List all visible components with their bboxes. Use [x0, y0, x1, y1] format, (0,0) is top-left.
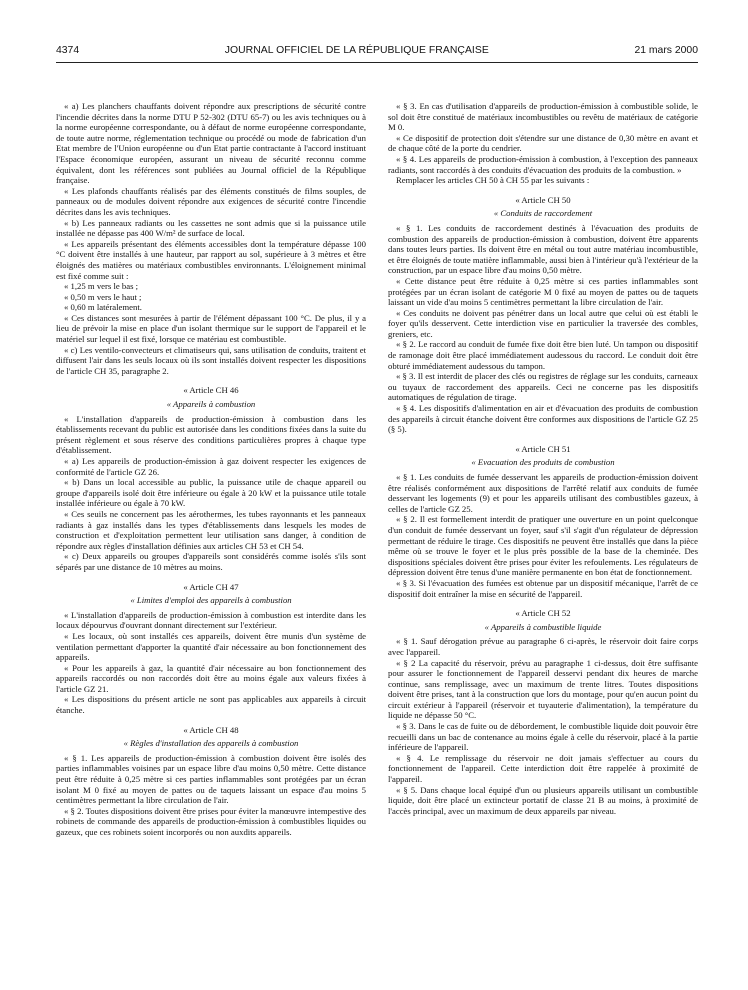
paragraph: « 1,25 m vers le bas ;	[64, 281, 139, 292]
article-subheading: « Appareils à combustible liquide	[484, 621, 602, 632]
paragraph: « Cette distance peut être réduite à 0,25 mètre si ces parties inflammables sont protégées par un écran isolant de catégorie M 0 fixé au moyen de pattes ou de taquets laissant un vide d'au moins 5 centimètres permettant la libre circulation de l'air.	[388, 275, 698, 308]
paragraph: « a) Les appareils de production-émission à gaz doivent respecter les exigences de conformité de l'article GZ 26.	[56, 456, 366, 477]
article-heading: « Article CH 51	[515, 443, 571, 454]
paragraph: « 0,60 m latéralement.	[64, 302, 142, 313]
paragraph: « § 3. Il est interdit de placer des clés ou registres de réglage sur les conduits, carneaux ou tuyaux de raccordement des appareils. Ceci ne concerne pas les dispositifs automatiques de régulation de tirage.	[388, 371, 698, 403]
paragraph: « § 4. Les dispositifs d'alimentation en air et d'évacuation des produits de combustion des appareils à circuit étanche doivent être conformes aux dispositions de l'article GZ 25 (§ 5).	[388, 403, 698, 435]
article-subheading: « Evacuation des produits de combustion	[471, 457, 615, 468]
paragraph: « Ces seuils ne concernent pas les aérothermes, les tubes rayonnants et les panneaux radiants à gaz installés dans les types d'établissements dans lesquels les modes de construction et d'exploitation permettent leur utilisation sans danger, à condition de répondre aux règles d'installation définies aux articles CH 53 et CH 54.	[56, 508, 366, 551]
paragraph: « b) Dans un local accessible au public, la puissance utile de chaque appareil ou groupe d'appareils isolé doit être inférieure ou égale à 20 kW et la puissance utile totale installée inférieure ou égale à 70 kW.	[56, 477, 366, 509]
paragraph: « § 1. Les conduits de raccordement destinés à l'évacuation des produits de combustion des appareils de production-émission à combustion, doivent être apparents dans toutes leurs parties. Ils doivent être en métal ou tout autre matériau incombustible, et être éloignés de toute matière inflammable, aussi bien à l'intérieur qu'à l'extérieur de la construction, par un espace libre d'au moins 0,50 mètre.	[388, 222, 698, 276]
paragraph: « § 2. Le raccord au conduit de fumée fixe doit être bien luté. Un tampon ou dispositif de ramonage doit être placé immédiatement audessous du raccord. Le conduit doit être obturé immédiatement audessous du tampon.	[388, 339, 698, 371]
article-heading: « Article CH 46	[183, 385, 239, 396]
paragraph: Remplacer les articles CH 50 à CH 55 par les suivants :	[396, 175, 590, 186]
paragraph: « Ce dispositif de protection doit s'étendre sur une distance de 0,30 mètre en avant et de chaque côté de la porte du cendrier.	[388, 132, 698, 154]
left-column	[56, 101, 366, 838]
article-heading: « Article CH 47	[183, 581, 239, 592]
paragraph: « Pour les appareils à gaz, la quantité d'air nécessaire au bon fonctionnement des appareils raccordés ou non raccordés doit être au moins égale aux valeurs fixées à l'article GZ 21.	[56, 662, 366, 694]
article-subheading: « Limites d'emploi des appareils à combustion	[130, 595, 292, 606]
article-heading: « Article CH 52	[515, 608, 571, 619]
paragraph: « L'installation d'appareils de production-émission à combustion dans les établissements recevant du public est autorisée dans les conditions fixées dans la suite du présent règlement et sous réserve des conditions particulières propres à chaque type d'établissement.	[56, 413, 366, 456]
article-subheading: « Conduits de raccordement	[493, 208, 593, 219]
page-header	[56, 45, 698, 63]
paragraph: « § 2. Toutes dispositions doivent être prises pour éviter la manœuvre intempestive des robinets de commande des appareils de production-émission à combustibles liquides ou gazeux, que ces robinets soient incorporés ou non auxdits appareils.	[56, 805, 366, 837]
paragraph: « Les plafonds chauffants réalisés par des éléments constitués de films souples, de panneaux ou de modules doivent répondre aux exigences de sécurité contre l'incendie décrites dans les avis techniques.	[56, 185, 366, 217]
paragraph: « Les dispositions du présent article ne sont pas applicables aux appareils à circuit étanche.	[56, 694, 366, 716]
paragraph: « Ces distances sont mesurées à partir de l'élément dépassant 100 °C. De plus, il y a lieu de prévoir la mise en place d'un isolant thermique sur le support de l'appareil et le matériel sur lequel il est fixé, lorsque ce matériau est combustible.	[56, 312, 366, 345]
article-subheading: « Appareils à combustion	[166, 399, 256, 410]
paragraph: « § 1. Les conduits de fumée desservant les appareils de production-émission doivent être réalisés conformément aux dispositions de l'arrêté relatif aux conduits de fumée desservant les logements (9) et pour les appareils utilisant des combustibles gazeux, à celles de l'article GZ 25.	[388, 472, 698, 514]
publication-date: 21 mars 2000	[634, 45, 698, 56]
paragraph: « § 3. Si l'évacuation des fumées est obtenue par un dispositif mécanique, l'arrêt de ce dispositif doit entraîner la mise en sécurité de l'appareil.	[388, 577, 698, 599]
right-column	[388, 101, 698, 838]
text-columns	[56, 101, 698, 838]
paragraph: « § 4. Les appareils de production-émission à combustion, à l'exception des panneaux radiants, sont raccordés à des conduits d'évacuation des produits de la combustion. »	[388, 153, 698, 175]
paragraph: « § 4. Le remplissage du réservoir ne doit jamais s'effectuer au cours du fonctionnement de l'appareil. Cette interdiction doit être rappelée à proximité de l'appareil.	[388, 752, 698, 785]
paragraph: « b) Les panneaux radiants ou les cassettes ne sont admis que si la puissance utile installée ne dépasse pas 400 W/m² de surface de local.	[56, 217, 366, 239]
article-heading: « Article CH 50	[515, 194, 571, 205]
paragraph: « L'installation d'appareils de production-émission à combustion est interdite dans les locaux dépourvus d'ouvrant donnant directement sur l'extérieur.	[56, 609, 366, 631]
paragraph: « § 2. Il est formellement interdit de pratiquer une ouverture en un point quelconque d'un conduit de fumée desservant un foyer, sauf s'il s'agit d'un régulateur de dépression permettant de réduire le tirage. Ces dispositifs ne peuvent être installés que dans la pièce même où se trouve le foyer et le plus près possible de la base de la cheminée. Des dispositions spéciales doivent être prises pour éviter les refoulements. Les régulateurs de dépression doivent être tenus d'une manière permanente en bon état de fonctionnement.	[388, 514, 698, 578]
paragraph: « § 5. Dans chaque local équipé d'un ou plusieurs appareils utilisant un combustible liquide, doit être placé un extincteur portatif de classe 21 B au moins, à proximité de l'accès principal, avec un maximum de deux appareils par niveau.	[388, 784, 698, 816]
page-number: 4374	[56, 45, 80, 56]
article-subheading: « Règles d'installation des appareils à combustion	[123, 738, 299, 749]
article-heading: « Article CH 48	[183, 724, 239, 735]
paragraph: « Ces conduits ne doivent pas pénétrer dans un local autre que celui où est établi le foyer qu'ils desservent. Cette interdiction vise en particulier la traversée des combles, greniers, etc.	[388, 307, 698, 339]
paragraph: « Les appareils présentant des éléments accessibles dont la température dépasse 100 °C doivent être installés à une hauteur, par rapport au sol, supérieure à 3 mètres et être éloignés des matières ou matériaux combustibles environnants. L'éloignement minimal est fixé comme suit :	[56, 238, 366, 281]
paragraph: « § 1. Les appareils de production-émission à combustion doivent être isolés des parties inflammables voisines par un espace libre d'au moins 0,50 mètre. Cette distance peut être réduite à 0,25 mètre si ces parties inflammables sont protégées par un écran isolant M 0 fixé au moyen de pattes ou de taquets laissant un espace d'au moins 5 centimètres permettant la libre circulation de l'air.	[56, 752, 366, 806]
journal-title: JOURNAL OFFICIEL DE LA RÉPUBLIQUE FRANÇAISE	[224, 45, 489, 56]
paragraph: « Les locaux, où sont installés ces appareils, doivent être munis d'un système de ventilation permettant d'apporter la quantité d'air nécessaire au bon fonctionnement des appareils.	[56, 630, 366, 663]
paragraph: « § 1. Sauf dérogation prévue au paragraphe 6 ci-après, le réservoir doit faire corps avec l'appareil.	[388, 636, 698, 657]
paragraph: « § 3. En cas d'utilisation d'appareils de production-émission à combustible solide, le sol doit être constitué de matériaux incombustibles ou revêtu de matériaux de catégorie M 0.	[388, 101, 698, 133]
paragraph: « § 2 La capacité du réservoir, prévu au paragraphe 1 ci-dessus, doit être suffisante pour assurer le fonctionnement de l'appareil desservi pendant dix heures de marche continue, sans remplissage, avec un maximum de trente litres. Toutes dispositions doivent être prises, tant à la construction que lors du montage, pour qu'en aucun point du circuit extérieur à l'appareil (réservoir et tuyauterie d'alimentation), la température du liquide ne dépasse 50 °C.	[388, 657, 698, 721]
paragraph: « § 3. Dans le cas de fuite ou de débordement, le combustible liquide doit pouvoir être recueilli dans un bac de contenance au moins égale à celle du réservoir, placé à la partie inférieure de l'appareil.	[388, 721, 698, 753]
paragraph: « a) Les planchers chauffants doivent répondre aux prescriptions de sécurité contre l'incendie décrites dans la norme DTU P 52-302 (DTU 65-7) ou les avis techniques ou à la norme européenne correspondante, ou à défaut de norme européenne correspondante, de toute autre norme, réglementation technique ou procédé ou mode de fabrication d'un Etat membre de l'Union européenne ou d'un Etat partie contractante à l'accord instituant l'Espace économique européen, assurant un niveau de sécurité reconnu comme équivalent, dont les références sont publiées au Journal officiel de la République française.	[56, 101, 366, 186]
paragraph: « 0,50 m vers le haut ;	[64, 291, 142, 302]
paragraph: « c) Deux appareils ou groupes d'appareils sont considérés comme isolés s'ils sont séparés par une distance de 10 mètres au moins.	[56, 551, 366, 572]
paragraph: « c) Les ventilo-convecteurs et climatiseurs qui, sans utilisation de conduits, traitent et diffusent l'air dans les seuls locaux où ils sont installés doivent respecter les dispositions de l'article CH 35, paragraphe 2.	[56, 344, 366, 376]
